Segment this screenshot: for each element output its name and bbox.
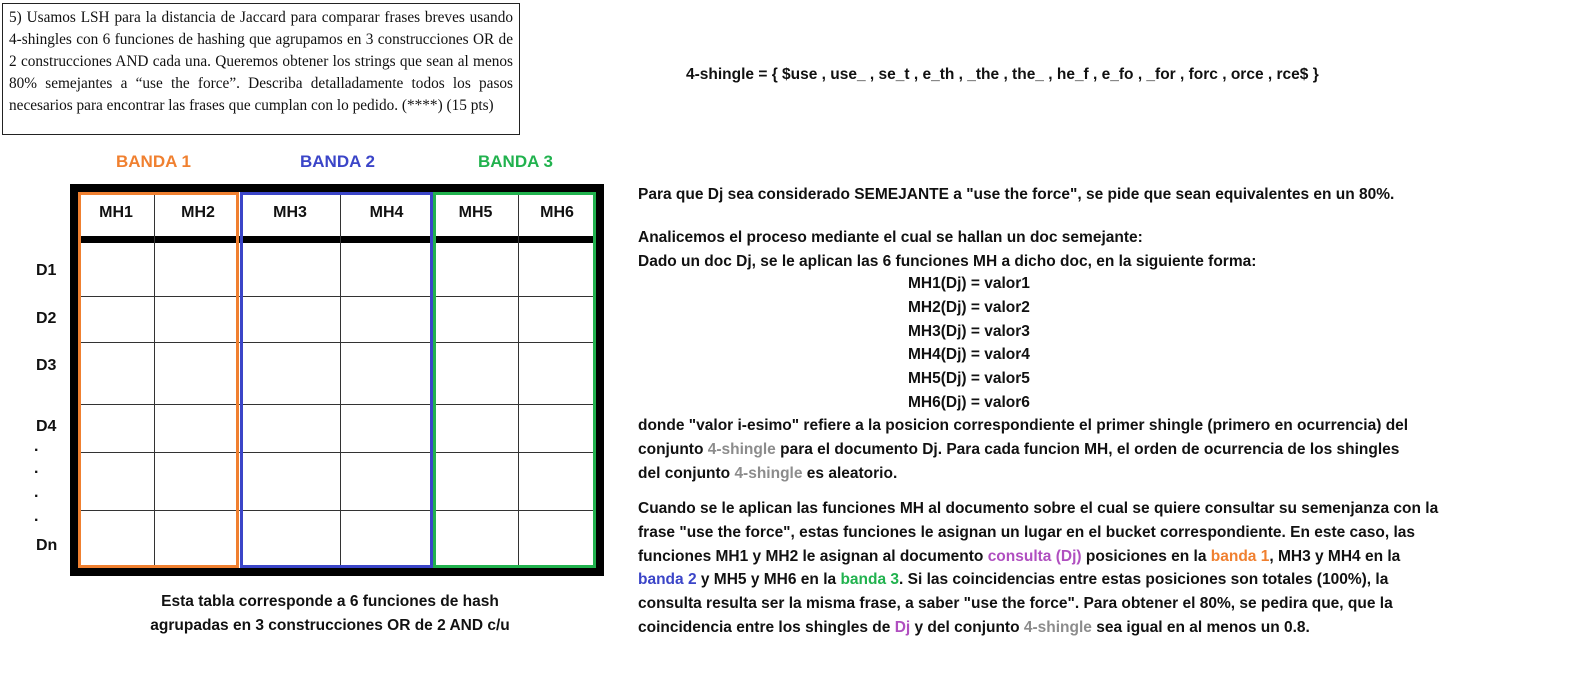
process-paragraph (638, 226, 1538, 274)
band-2-box (240, 192, 433, 568)
mh-value-line: MH2(Dj) = valor2 (908, 298, 1030, 316)
banda-2-term: banda 2 (638, 571, 697, 589)
bucket-line-6 (638, 616, 1538, 640)
row-ellipsis-dot: . (34, 438, 39, 455)
text-span: y del conjunto (910, 618, 1024, 636)
header-mh1: MH1 (99, 204, 133, 221)
mh-values-list (908, 272, 1030, 415)
caption-line-2: agrupadas en 3 construcciones OR de 2 AND c/u (150, 617, 510, 634)
lsh-table (70, 184, 604, 576)
mh-value-line: MH4(Dj) = valor4 (908, 346, 1030, 364)
shingle-set: 4-shingle = { $use , use_ , se_t , e_th , _the , the_ , he_f , e_fo , _for , forc , orce , rce$ } (686, 66, 1319, 83)
caption-line-1: Esta tabla corresponde a 6 funciones de hash (161, 593, 499, 610)
shingle-term: 4-shingle (707, 440, 776, 458)
bucket-line-1: Cuando se le aplican las funciones MH al documento sobre el cual se quiere consultar su semenjanza con la (638, 500, 1439, 517)
header-mh5: MH5 (458, 204, 493, 221)
row-ellipsis-dot: . (34, 508, 39, 525)
valor-line-3 (638, 462, 1538, 486)
table-caption (120, 590, 540, 638)
banda-1-term: banda 1 (1210, 547, 1270, 565)
text-span: , MH3 y MH4 en la (1269, 547, 1401, 565)
mh-value-line: MH3(Dj) = valor3 (908, 322, 1030, 340)
text-span: coincidencia entre los shingles de (638, 618, 895, 636)
band-3-label: BANDA 3 (478, 152, 553, 171)
dj-term: Dj (894, 618, 911, 636)
valor-line-2 (638, 438, 1538, 462)
shingle-term: 4-shingle (734, 464, 803, 482)
text-span: y MH5 y MH6 en la (696, 571, 841, 589)
problem-statement (2, 3, 520, 135)
process-line-2: Dado un doc Dj, se le aplican las 6 funciones MH a dicho doc, en la siguiente forma: (638, 252, 1257, 270)
bucket-line-5: consulta resulta ser la misma frase, a saber "use the force". Para obtener el 80%, se pedira que, que la (638, 595, 1393, 613)
text-span: posiciones en la (1081, 547, 1211, 565)
header-mh6: MH6 (540, 204, 574, 221)
text-span: conjunto (638, 440, 708, 458)
header-mh3: MH3 (273, 204, 307, 221)
band-1-box (78, 192, 239, 568)
mh-value-line: MH1(Dj) = valor1 (908, 275, 1030, 292)
row-label-d1: D1 (36, 262, 57, 279)
bucket-paragraph (638, 497, 1538, 640)
consulta-term: consulta (Dj) (987, 547, 1082, 565)
row-label-d3: D3 (36, 357, 57, 374)
bucket-line-2: frase "use the force", estas funciones le asignan un lugar en el bucket correspondiente. En este caso, las (638, 523, 1416, 541)
mh-value-line: MH5(Dj) = valor5 (908, 370, 1030, 388)
process-line-1: Analicemos el proceso mediante el cual se hallan un doc semejante: (638, 229, 1143, 246)
banda-3-term: banda 3 (840, 571, 900, 589)
text-span: sea igual en al menos un 0.8. (1091, 618, 1310, 636)
mh-value-line: MH6(Dj) = valor6 (908, 393, 1030, 411)
bucket-line-3 (638, 545, 1538, 569)
band-1-label: BANDA 1 (116, 152, 191, 171)
text-span: funciones MH1 y MH2 le asignan al documento (638, 547, 988, 565)
header-mh2: MH2 (181, 204, 215, 221)
text-span: del conjunto (638, 464, 735, 482)
row-ellipsis-dot: . (34, 484, 39, 501)
shingle-term: 4-shingle (1023, 618, 1092, 636)
row-label-d4: D4 (36, 418, 57, 435)
lsh-table-body (78, 192, 596, 568)
row-label-d2: D2 (36, 310, 57, 327)
text-span: . Si las coincidencias entre estas posiciones son totales (100%), la (899, 571, 1389, 589)
band-2-label: BANDA 2 (300, 152, 375, 171)
problem-text: 5) Usamos LSH para la distancia de Jaccard para comparar frases breves usando 4-shingles con 6 funciones de hashing que agrupamos en 3 construcciones OR de 2 construcciones AND cada una. Queremos obtener los strings que sean al menos 80% semejantes a “use the force”. Describa detalladamente todos los pasos necesarios para encontrar las frases que cumplan con lo pedido. (****) (15 pts) (9, 9, 513, 114)
band-3-box (433, 192, 596, 568)
intro-text: Para que Dj sea considerado SEMEJANTE a "use the force", se pide que sean equivalentes en un 80%. (638, 186, 1395, 203)
row-ellipsis-dot: . (34, 460, 39, 477)
valor-paragraph (638, 414, 1538, 485)
bucket-line-4 (638, 568, 1538, 592)
text-span: para el documento Dj. Para cada funcion MH, el orden de ocurrencia de los shingles (775, 440, 1400, 458)
valor-line-1: donde "valor i-esimo" refiere a la posicion correspondiente el primer shingle (primero en ocurrencia) del (638, 417, 1409, 434)
row-label-dn: Dn (36, 537, 58, 554)
header-mh4: MH4 (369, 204, 404, 221)
text-span: es aleatorio. (802, 464, 898, 482)
